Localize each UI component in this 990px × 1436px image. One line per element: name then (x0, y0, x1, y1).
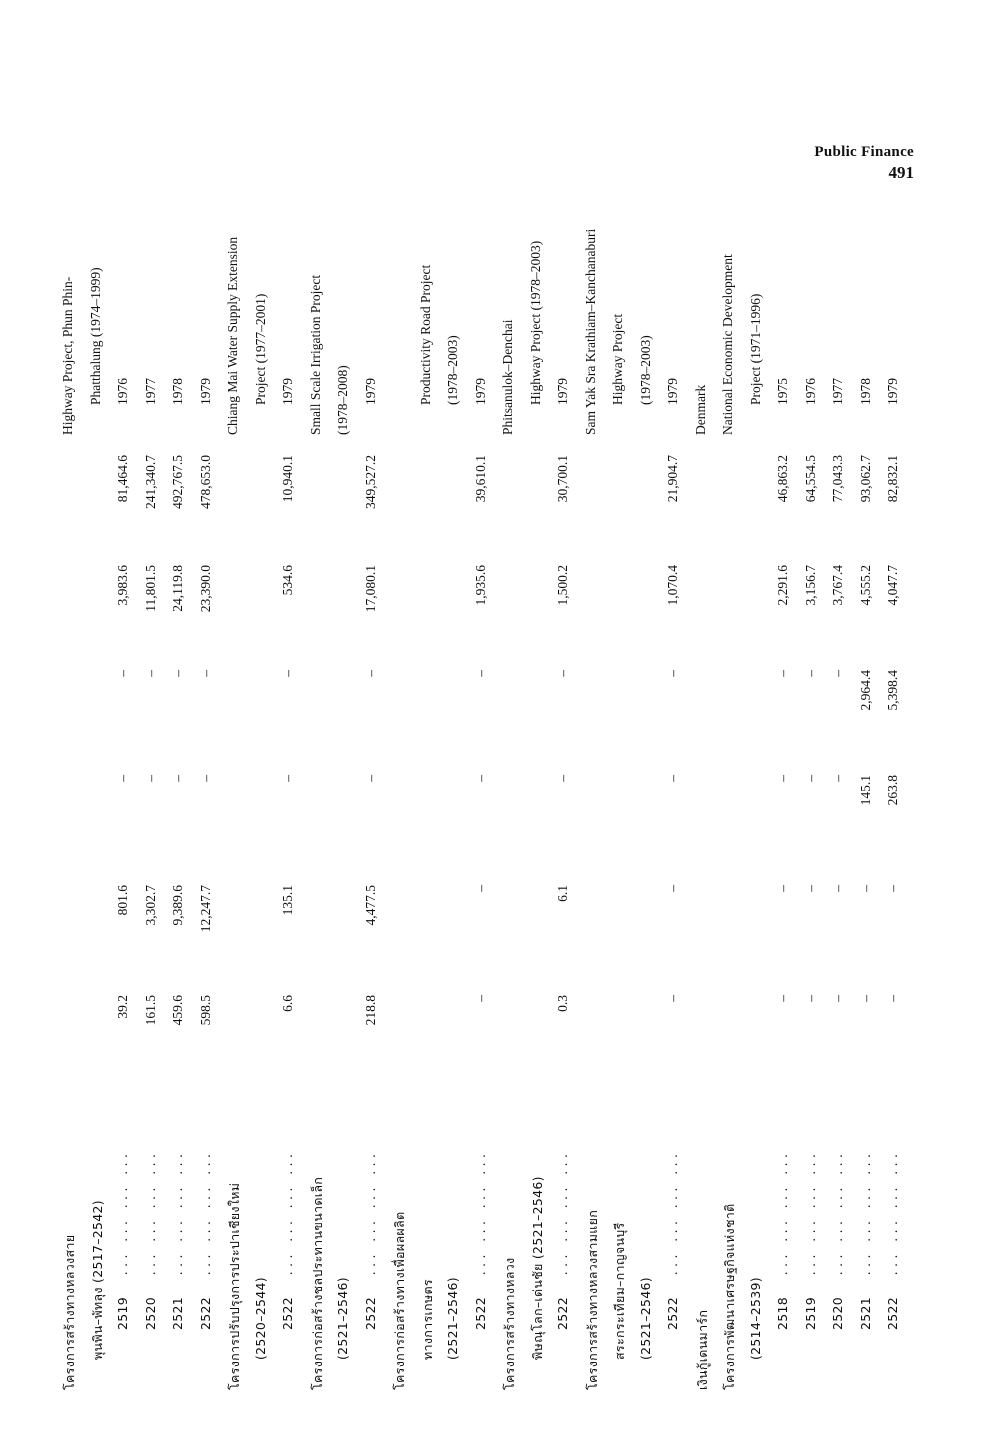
value-cell-c2: – (802, 885, 818, 892)
value-cell-c3: – (830, 775, 845, 782)
value-cell-c3: – (775, 775, 790, 782)
value-cell-c6: 77,043.3 (830, 455, 845, 503)
table-row (720, 190, 742, 1390)
value-cell-c2: 4,477.5 (362, 885, 378, 926)
table-row (665, 190, 687, 1390)
leader-dots: ... ... ... ... (830, 1149, 845, 1275)
thai-label: 2521 (170, 1296, 185, 1330)
thai-label: โครงการปรับปรุงการประปาเชียงใหม่ (227, 1182, 242, 1390)
table-row (308, 190, 330, 1390)
value-cell-c1: 0.3 (555, 995, 570, 1012)
value-cell-c4: 5,398.4 (885, 670, 900, 711)
value-cell-c6: 93,062.7 (857, 455, 873, 503)
english-label: (1978–2003) (445, 335, 460, 405)
value-cell-c4: – (802, 670, 818, 677)
value-cell-c5: 534.6 (280, 565, 295, 596)
leader-dots: ... ... ... ... (555, 1149, 570, 1275)
thai-label: โครงการพัฒนาเศรษฐกิจแห่งชาติ (722, 1203, 737, 1390)
leader-dots: ... ... ... ... (280, 1149, 295, 1275)
thai-label: (2521–2546) (445, 1277, 460, 1360)
english-label: Phitsanulok–Denchai (500, 319, 515, 435)
value-cell-c1: – (802, 995, 818, 1002)
english-label: 1975 (775, 378, 790, 405)
english-label: Highway Project (1978–2003) (527, 240, 543, 405)
value-cell-c3: – (362, 775, 378, 782)
table-row (88, 190, 110, 1390)
value-cell-c5: 24,119.8 (170, 565, 185, 612)
leader-dots: ... ... ... ... (665, 1149, 680, 1275)
thai-label: โครงการก่อสร้างชลประทานขนาดเล็ก (309, 1176, 325, 1390)
value-cell-c2: – (885, 885, 900, 892)
value-cell-c3: – (555, 775, 570, 782)
value-cell-c5: 23,390.0 (197, 565, 213, 613)
table-row (115, 190, 137, 1390)
table-row (60, 190, 82, 1390)
table-row (610, 190, 632, 1390)
english-label: 1979 (472, 378, 488, 405)
value-cell-c5: 3,767.4 (830, 565, 845, 606)
table-row (775, 190, 797, 1390)
leader-dots: ... ... ... ... (115, 1149, 130, 1275)
value-cell-c2: – (830, 885, 845, 892)
value-cell-c4: 2,964.4 (857, 670, 873, 711)
thai-label: สระกระเทียม–กาญจนบุรี (612, 1222, 627, 1360)
value-cell-c4: – (362, 670, 378, 677)
value-cell-c3: – (802, 775, 818, 782)
english-label: Highway Project (610, 313, 625, 405)
leader-dots: ... ... ... ... (197, 1149, 213, 1275)
thai-label: 2519 (115, 1296, 130, 1330)
thai-label: 2519 (802, 1296, 818, 1330)
leader-dots: ... ... ... ... (802, 1149, 818, 1275)
thai-label: เงินกู้เดนมาร์ก (694, 1309, 710, 1390)
table-row (363, 190, 385, 1390)
leader-dots: ... ... ... ... (775, 1149, 790, 1275)
table-row (830, 190, 852, 1390)
thai-label: 2522 (280, 1296, 295, 1330)
page-number: 491 (888, 163, 914, 182)
value-cell-c2: – (665, 885, 680, 892)
value-cell-c6: 64,554.5 (802, 455, 818, 503)
thai-label: 2522 (555, 1296, 570, 1330)
value-cell-c4: – (830, 670, 845, 677)
value-cell-c2: 9,389.6 (170, 885, 185, 926)
thai-label: ทางการเกษตร (419, 1279, 435, 1360)
value-cell-c5: 4,555.2 (857, 565, 873, 606)
value-cell-c4: – (472, 670, 488, 677)
value-cell-c4: – (115, 670, 130, 677)
value-cell-c5: 11,801.5 (142, 565, 158, 612)
value-cell-c3: – (115, 775, 130, 782)
table-row (803, 190, 825, 1390)
value-cell-c6: 492,767.5 (170, 455, 185, 509)
value-cell-c2: – (472, 885, 488, 892)
value-cell-c6: 46,863.2 (775, 455, 790, 503)
thai-label: (2520–2544) (252, 1277, 268, 1360)
table-row (555, 190, 577, 1390)
table-row (143, 190, 165, 1390)
value-cell-c3: – (280, 775, 295, 782)
english-label: 1979 (555, 378, 570, 405)
rotated-finance-table (40, 190, 940, 1390)
value-cell-c1: 6.6 (280, 995, 295, 1012)
value-cell-c3: – (197, 775, 213, 782)
value-cell-c6: 478,653.0 (197, 455, 213, 509)
value-cell-c4: – (775, 670, 790, 677)
english-label: Sam Yak Sra Krathiam–Kanchanaburi (582, 228, 598, 435)
value-cell-c5: 4,047.7 (885, 565, 900, 606)
thai-label: (2521–2546) (335, 1277, 350, 1360)
english-label: Project (1977–2001) (252, 293, 268, 405)
thai-label: 2518 (775, 1296, 790, 1330)
thai-label: 2522 (197, 1296, 213, 1330)
leader-dots: ... ... ... ... (142, 1149, 158, 1275)
value-cell-c6: 81,464.6 (115, 455, 130, 503)
table-row (335, 190, 357, 1390)
value-cell-c6: 349,527.2 (362, 455, 378, 509)
thai-label: 2522 (362, 1296, 378, 1330)
value-cell-c1: 598.5 (197, 995, 213, 1026)
value-cell-c1: – (775, 995, 790, 1002)
value-cell-c4: – (170, 670, 185, 677)
thai-label: 2522 (885, 1296, 900, 1330)
value-cell-c1: – (885, 995, 900, 1002)
page-header (814, 144, 914, 183)
english-label: Productivity Road Project (417, 264, 433, 405)
value-cell-c1: – (830, 995, 845, 1002)
table-row (418, 190, 440, 1390)
thai-label: โครงการก่อสร้างทางเพื่อผลผลิต (392, 1211, 407, 1390)
value-cell-c1: – (665, 995, 680, 1002)
english-label: 1979 (665, 378, 680, 405)
english-label: Small Scale Irrigation Project (307, 274, 323, 435)
table-row (198, 190, 220, 1390)
value-cell-c6: 10,940.1 (280, 455, 295, 503)
table-row (748, 190, 770, 1390)
thai-label: 2522 (472, 1296, 488, 1330)
value-cell-c5: 17,080.1 (362, 565, 378, 613)
value-cell-c6: 39,610.1 (472, 455, 488, 503)
value-cell-c3: 145.1 (857, 775, 873, 806)
value-cell-c2: 801.6 (115, 885, 130, 916)
value-cell-c2: 135.1 (280, 885, 295, 916)
value-cell-c1: 161.5 (142, 995, 158, 1026)
english-label: 1979 (362, 378, 378, 405)
value-cell-c5: 1,070.4 (665, 565, 680, 606)
value-cell-c2: – (857, 885, 873, 892)
thai-label: โครงการสร้างทางหลวงสามแยก (584, 1209, 600, 1390)
english-label: 1979 (280, 378, 295, 405)
table-row (280, 190, 302, 1390)
table-row (445, 190, 467, 1390)
thai-label: 2520 (142, 1296, 158, 1330)
value-cell-c6: 30,700.1 (555, 455, 570, 503)
english-label: 1978 (170, 378, 185, 405)
table-row (638, 190, 660, 1390)
english-label: Denmark (692, 384, 708, 435)
table-row (583, 190, 605, 1390)
english-label: 1979 (197, 378, 213, 405)
value-cell-c4: – (555, 670, 570, 677)
table-row (500, 190, 522, 1390)
table-row (885, 190, 907, 1390)
value-cell-c2: – (775, 885, 790, 892)
leader-dots: ... ... ... ... (362, 1149, 378, 1275)
table-row (170, 190, 192, 1390)
thai-label: 2521 (857, 1296, 873, 1330)
value-cell-c5: 2,291.6 (775, 565, 790, 606)
table-row (528, 190, 550, 1390)
english-label: Project (1971–1996) (747, 293, 763, 405)
table-row (253, 190, 275, 1390)
value-cell-c1: – (472, 995, 488, 1002)
value-cell-c1: – (857, 995, 873, 1002)
value-cell-c1: 39.2 (115, 995, 130, 1019)
value-cell-c4: – (142, 670, 158, 677)
thai-label: 2520 (830, 1296, 845, 1330)
thai-label: (2521–2546) (637, 1277, 653, 1360)
value-cell-c2: 12,247.7 (197, 885, 213, 933)
table-row (858, 190, 880, 1390)
english-label: Chiang Mai Water Supply Extension (225, 236, 240, 435)
value-cell-c3: 263.8 (885, 775, 900, 806)
thai-label: พิษณุโลก–เด่นชัย (2521–2546) (529, 1176, 545, 1360)
english-label: 1976 (115, 378, 130, 405)
value-cell-c5: 1,500.2 (555, 565, 570, 606)
value-cell-c1: 459.6 (170, 995, 185, 1026)
thai-label: โครงการสร้างทางหลวงสาย (62, 1234, 77, 1390)
english-label: (1978–2003) (637, 335, 653, 405)
running-title: Public Finance (814, 144, 914, 160)
value-cell-c3: – (665, 775, 680, 782)
value-cell-c4: – (197, 670, 213, 677)
leader-dots: ... ... ... ... (170, 1149, 185, 1275)
thai-label: (2514–2539) (747, 1277, 763, 1360)
leader-dots: ... ... ... ... (472, 1149, 488, 1275)
english-label: Phatthalung (1974–1999) (87, 267, 103, 405)
thai-label: พุนพิน–พัทลุง (2517–2542) (89, 1200, 105, 1360)
value-cell-c3: – (142, 775, 158, 782)
value-cell-c6: 21,904.7 (665, 455, 680, 503)
value-cell-c2: 6.1 (555, 885, 570, 902)
value-cell-c5: 3,983.6 (115, 565, 130, 606)
thai-label: 2522 (665, 1296, 680, 1330)
value-cell-c5: 3,156.7 (802, 565, 818, 606)
value-cell-c4: – (665, 670, 680, 677)
value-cell-c6: 82,832.1 (885, 455, 900, 503)
value-cell-c3: – (472, 775, 488, 782)
english-label: (1978–2008) (335, 365, 350, 435)
value-cell-c6: 241,340.7 (142, 455, 158, 509)
value-cell-c5: 1,935.6 (472, 565, 488, 606)
english-label: 1977 (830, 378, 845, 405)
thai-label: โครงการสร้างทางหลวง (502, 1257, 517, 1390)
english-label: 1979 (885, 378, 900, 405)
leader-dots: ... ... ... ... (857, 1149, 873, 1275)
leader-dots: ... ... ... ... (885, 1149, 900, 1275)
value-cell-c4: – (280, 670, 295, 677)
table-row (473, 190, 495, 1390)
value-cell-c1: 218.8 (362, 995, 378, 1026)
english-label: 1977 (142, 378, 158, 405)
table-row (225, 190, 247, 1390)
english-label: 1976 (802, 378, 818, 405)
value-cell-c2: 3,302.7 (142, 885, 158, 926)
table-row (693, 190, 715, 1390)
english-label: Highway Project, Phun Phin- (60, 276, 75, 435)
english-label: National Economic Development (720, 254, 735, 435)
english-label: 1978 (857, 378, 873, 405)
table-row (390, 190, 412, 1390)
value-cell-c3: – (170, 775, 185, 782)
